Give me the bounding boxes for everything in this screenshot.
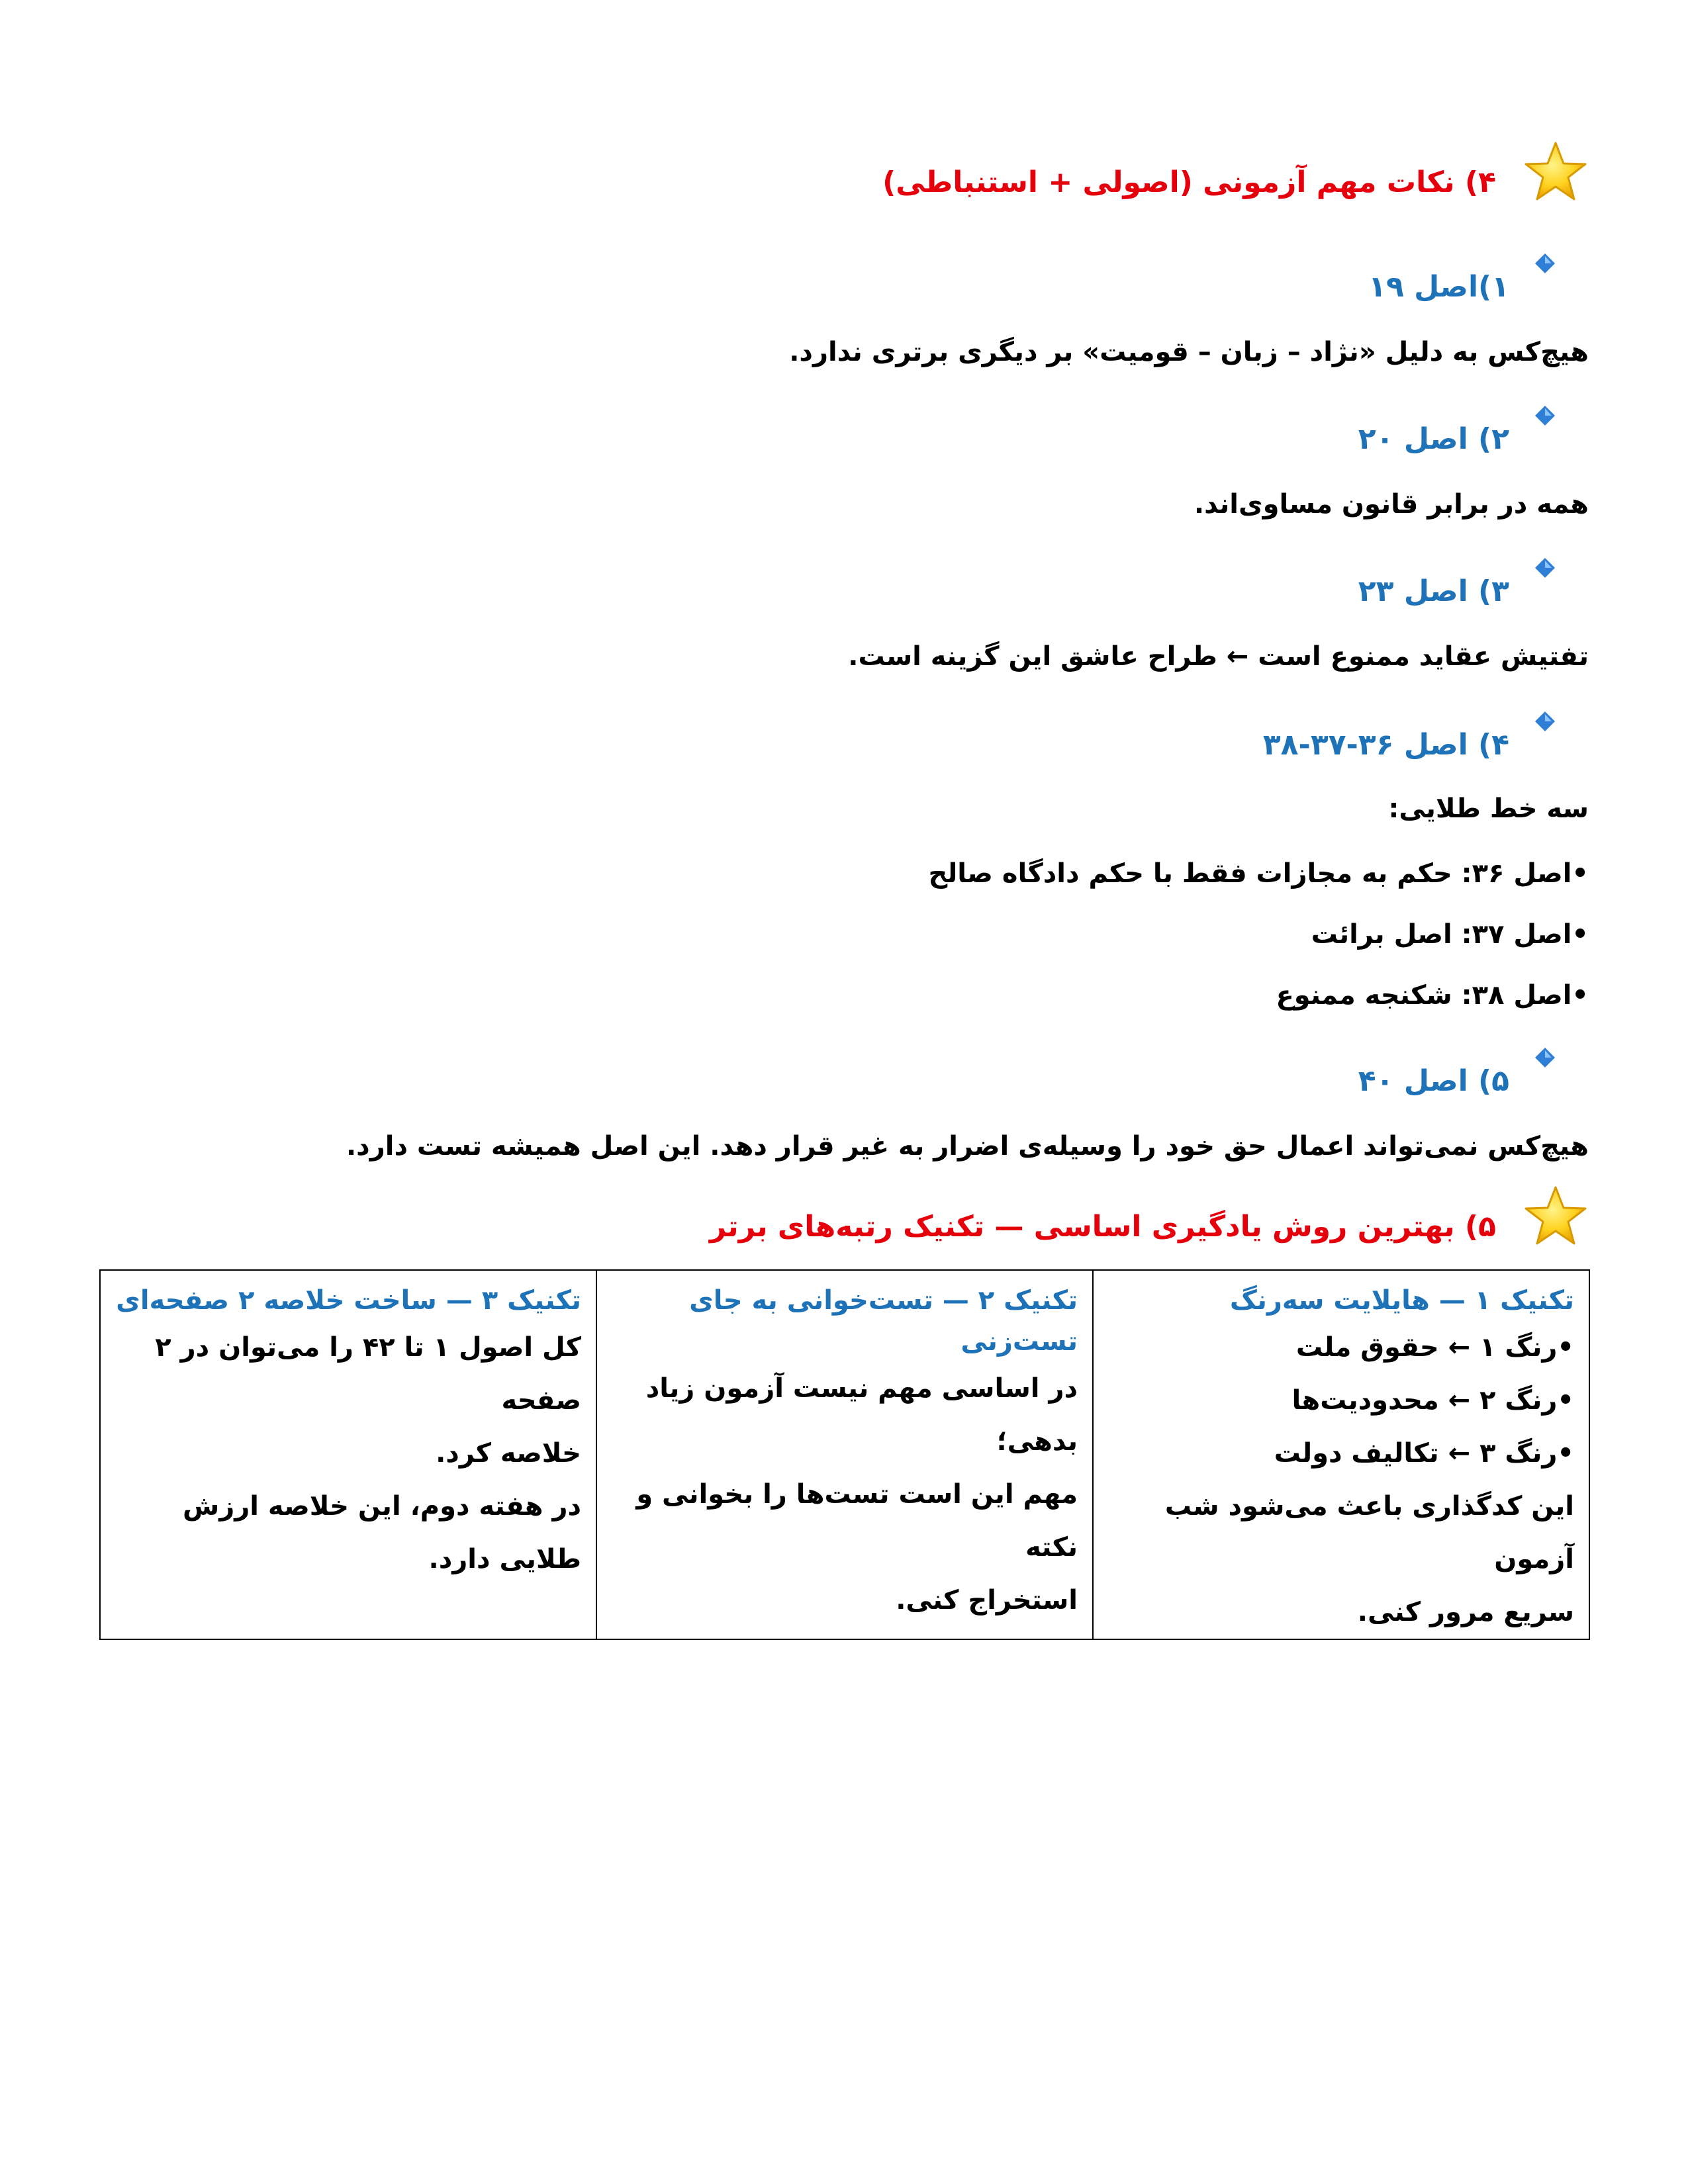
blue-diamond-icon	[1534, 711, 1556, 732]
technique-title-2: تکنیک ۲ — تست‌خوانی به جای تست‌زنی	[689, 1285, 1078, 1357]
section-4-title: ۴) نکات مهم آزمونی (اصولی + استنباطی)	[882, 165, 1496, 199]
item-text-2: همه در برابر قانون مساوی‌اند.	[1194, 489, 1589, 520]
bullet-item: •اصل ۳۶: حکم به مجازات فقط با حکم دادگاه صالح	[928, 858, 1589, 889]
section-5-heading	[99, 1183, 1589, 1250]
technique-cell-3	[100, 1270, 596, 1639]
technique-line: مهم این است تست‌ها را بخوانی و نکته	[636, 1479, 1078, 1563]
item-text-5: هیچ‌کس نمی‌تواند اعمال حق خود را وسیله‌ی اضرار به غیر قرار دهد. این اصل همیشه تست دارد.	[346, 1131, 1589, 1161]
technique-line: •رنگ ۳ ← تکالیف دولت	[1274, 1438, 1574, 1469]
technique-cell-1	[1093, 1270, 1589, 1639]
item-title-2: ۲) اصل ۲۰	[1358, 422, 1509, 456]
technique-line: این کدگذاری باعث می‌شود شب آزمون	[1164, 1491, 1574, 1574]
technique-line: در اساسی مهم نیست آزمون زیاد بدهی؛	[645, 1373, 1078, 1457]
item-heading-5	[99, 1046, 1589, 1105]
section-4-heading	[99, 139, 1589, 205]
item-text-4: سه خط طلایی:	[1388, 794, 1589, 824]
section-5-title: ۵) بهترین روش یادگیری اساسی — تکنیک رتبه‌های برتر	[709, 1210, 1496, 1244]
technique-line: در هفته دوم، این خلاصه ارزش طلایی دارد.	[183, 1491, 581, 1574]
technique-title-1: تکنیک ۱ — هایلایت سه‌رنگ	[1229, 1285, 1574, 1316]
blue-diamond-icon	[1534, 557, 1556, 578]
technique-cell-2	[596, 1270, 1093, 1639]
bullet-item: •اصل ۳۷: اصل برائت	[1311, 919, 1589, 950]
star-icon	[1523, 1183, 1589, 1250]
star-icon	[1523, 139, 1589, 205]
technique-title-3: تکنیک ۳ — ساخت خلاصه ۲ صفحه‌ای	[116, 1285, 581, 1316]
item-title-3: ۳) اصل ۲۳	[1358, 574, 1509, 608]
table-row	[100, 1270, 1589, 1639]
blue-diamond-icon	[1534, 1047, 1556, 1068]
technique-line: کل اصول ۱ تا ۴۲ را می‌توان در ۲ صفحه	[155, 1332, 581, 1416]
technique-line: •رنگ ۱ ← حقوق ملت	[1295, 1332, 1574, 1363]
blue-diamond-icon	[1534, 253, 1556, 274]
item-title-1: ۱)اصل ۱۹	[1368, 270, 1509, 304]
item-heading-2	[99, 404, 1589, 463]
blue-diamond-icon	[1534, 405, 1556, 426]
item-title-4: ۴) اصل ۳۶-۳۷-۳۸	[1262, 728, 1509, 762]
bullet-item: •اصل ۳۸: شکنجه ممنوع	[1276, 980, 1589, 1011]
technique-line: خلاصه کرد.	[436, 1438, 581, 1469]
item-heading-1	[99, 251, 1589, 311]
technique-line: استخراج کنی.	[896, 1585, 1078, 1615]
item-text-3: تفتیش عقاید ممنوع است ← طراح عاشق این گزینه است.	[848, 641, 1589, 672]
techniques-table	[99, 1269, 1590, 1640]
technique-line: سریع مرور کنی.	[1357, 1597, 1574, 1627]
technique-line: •رنگ ۲ ← محدودیت‌ها	[1291, 1385, 1574, 1416]
item-title-5: ۵) اصل ۴۰	[1358, 1064, 1509, 1098]
item-heading-3	[99, 556, 1589, 615]
item-heading-4	[99, 709, 1589, 769]
item-text-1: هیچ‌کس به دلیل «نژاد – زبان – قومیت» بر دیگری برتری ندارد.	[789, 337, 1589, 367]
